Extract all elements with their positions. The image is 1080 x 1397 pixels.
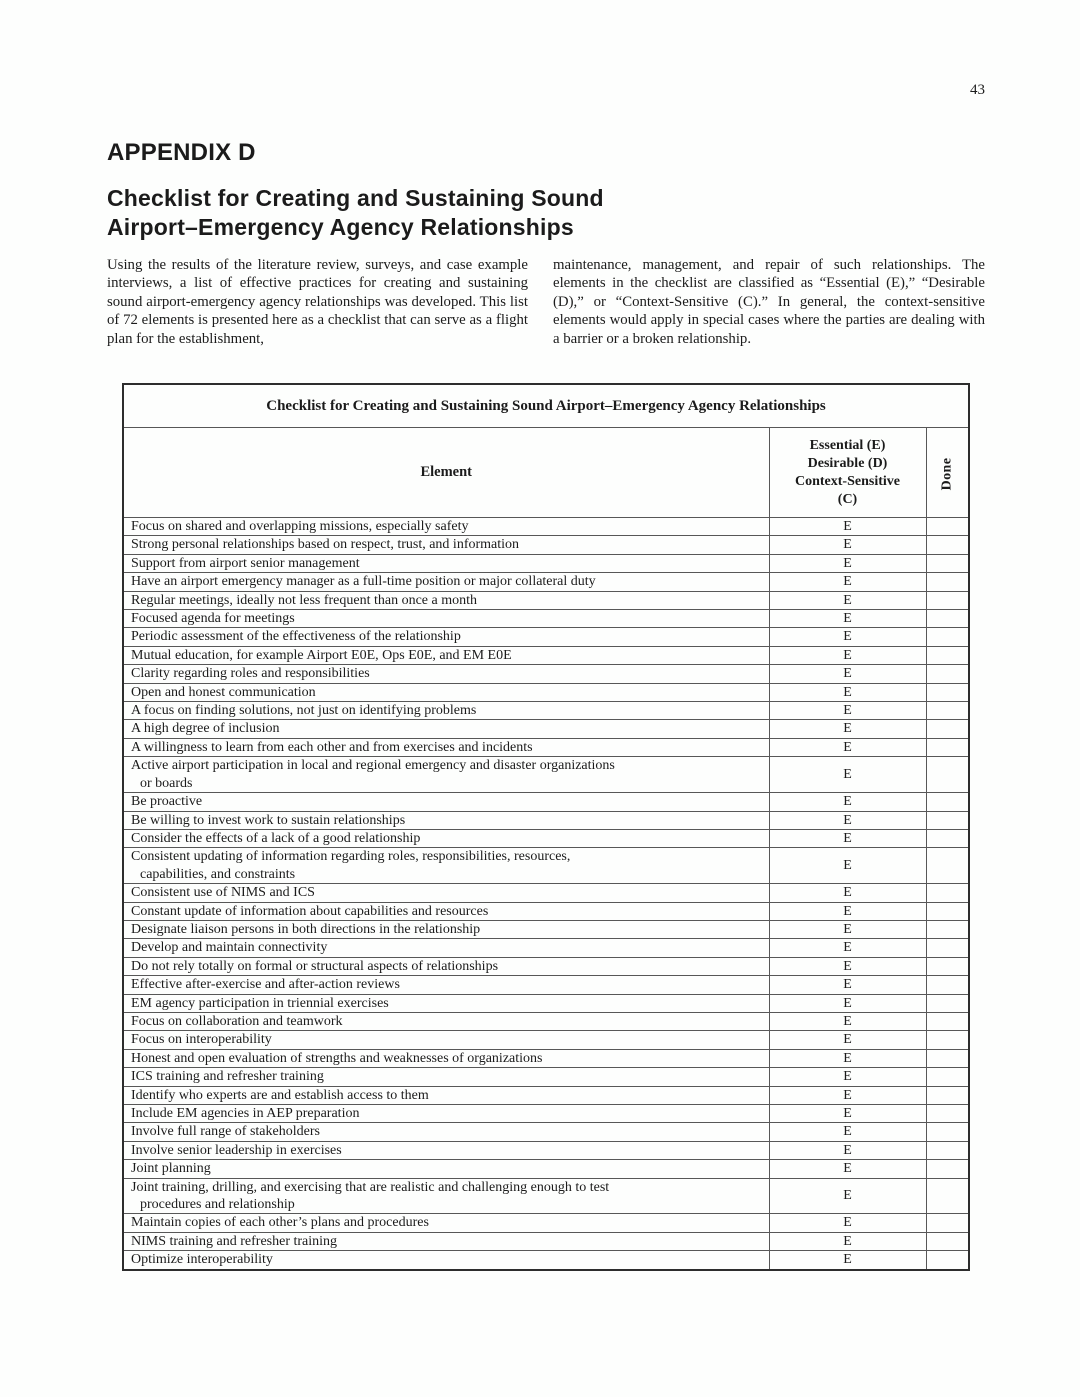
- done-cell: [926, 902, 969, 920]
- element-cell: NIMS training and refresher training: [123, 1232, 769, 1250]
- done-cell: [926, 554, 969, 572]
- done-cell: [926, 646, 969, 664]
- classification-cell: E: [769, 518, 926, 536]
- element-cell: Have an airport emergency manager as a full-time position or major collateral duty: [123, 573, 769, 591]
- table-row: [123, 720, 969, 738]
- table-row: [123, 591, 969, 609]
- classification-cell: E: [769, 720, 926, 738]
- table-row: [123, 757, 969, 793]
- element-cell: Focus on shared and overlapping missions, especially safety: [123, 518, 769, 536]
- table-row: [123, 628, 969, 646]
- classification-cell: E: [769, 591, 926, 609]
- done-label: Done: [939, 457, 955, 490]
- classification-cell: E: [769, 1251, 926, 1270]
- done-cell: [926, 757, 969, 793]
- element-cell: Designate liaison persons in both directions in the relationship: [123, 920, 769, 938]
- classification-header-line: Context-Sensitive: [795, 473, 900, 489]
- element-cell: A willingness to learn from each other and from exercises and incidents: [123, 738, 769, 756]
- table-row: [123, 902, 969, 920]
- table-row: [123, 536, 969, 554]
- done-cell: [926, 738, 969, 756]
- table-row: [123, 1031, 969, 1049]
- element-cell: Consider the effects of a lack of a good relationship: [123, 829, 769, 847]
- table-row: [123, 738, 969, 756]
- classification-cell: E: [769, 1232, 926, 1250]
- element-cell: Involve senior leadership in exercises: [123, 1141, 769, 1159]
- classification-cell: E: [769, 1105, 926, 1123]
- classification-cell: E: [769, 702, 926, 720]
- table-row: [123, 1141, 969, 1159]
- table-row: [123, 610, 969, 628]
- element-cell: Consistent use of NIMS and ICS: [123, 884, 769, 902]
- done-cell: [926, 884, 969, 902]
- element-cell: Open and honest communication: [123, 683, 769, 701]
- element-cell: Develop and maintain connectivity: [123, 939, 769, 957]
- element-cell: Effective after-exercise and after-action reviews: [123, 976, 769, 994]
- classification-cell: E: [769, 957, 926, 975]
- done-cell: [926, 1251, 969, 1270]
- classification-cell: E: [769, 793, 926, 811]
- classification-cell: E: [769, 665, 926, 683]
- element-cell: Focus on interoperability: [123, 1031, 769, 1049]
- done-cell: [926, 591, 969, 609]
- element-cell: Include EM agencies in AEP preparation: [123, 1105, 769, 1123]
- done-cell: [926, 536, 969, 554]
- table-row: [123, 554, 969, 572]
- table-row: [123, 994, 969, 1012]
- checklist-table-container: [122, 383, 968, 1271]
- table-row: [123, 573, 969, 591]
- classification-cell: E: [769, 573, 926, 591]
- done-cell: [926, 811, 969, 829]
- element-cell: Support from airport senior management: [123, 554, 769, 572]
- done-cell: [926, 610, 969, 628]
- element-cell: Consistent updating of information regarding roles, responsibilities, resources, capabilities, and constraints: [123, 848, 769, 884]
- classification-cell: E: [769, 1141, 926, 1159]
- classification-cell: E: [769, 902, 926, 920]
- classification-cell: E: [769, 683, 926, 701]
- done-cell: [926, 683, 969, 701]
- table-row: [123, 1178, 969, 1214]
- done-cell: [926, 1123, 969, 1141]
- table-row: [123, 939, 969, 957]
- element-cell: Do not rely totally on formal or structural aspects of relationships: [123, 957, 769, 975]
- element-cell: Involve full range of stakeholders: [123, 1123, 769, 1141]
- table-row: [123, 811, 969, 829]
- classification-cell: E: [769, 939, 926, 957]
- intro-section: [107, 256, 985, 348]
- table-header-row: [123, 428, 969, 518]
- table-row: [123, 665, 969, 683]
- table-row: [123, 518, 969, 536]
- classification-cell: E: [769, 536, 926, 554]
- table-row: [123, 1105, 969, 1123]
- page-number: 43: [970, 82, 985, 98]
- element-cell: Clarity regarding roles and responsibilities: [123, 665, 769, 683]
- done-cell: [926, 976, 969, 994]
- classification-cell: E: [769, 1214, 926, 1232]
- table-row: [123, 920, 969, 938]
- element-cell: Joint training, drilling, and exercising that are realistic and challenging enough to test procedures and relationship: [123, 1178, 769, 1214]
- table-row: [123, 1232, 969, 1250]
- classification-cell: E: [769, 829, 926, 847]
- element-cell: ICS training and refresher training: [123, 1068, 769, 1086]
- done-cell: [926, 1086, 969, 1104]
- classification-cell: E: [769, 1031, 926, 1049]
- done-cell: [926, 1160, 969, 1178]
- table-row: [123, 1214, 969, 1232]
- element-cell: Strong personal relationships based on respect, trust, and information: [123, 536, 769, 554]
- element-cell: Mutual education, for example Airport E0E, Ops E0E, and EM E0E: [123, 646, 769, 664]
- intro-left-paragraph: Using the results of the literature review, surveys, and case example interviews, a list of effective practices for creating and sustaining sound airport-emergency agency relationships was developed. This list of 72 elements is presented here as a checklist that can serve as a flight plan for the establishment,: [107, 257, 528, 347]
- appendix-heading: APPENDIX D: [107, 139, 256, 167]
- table-title-row: [123, 384, 969, 428]
- table-row: [123, 976, 969, 994]
- classification-cell: E: [769, 884, 926, 902]
- classification-header-line: Essential (E): [809, 437, 886, 453]
- element-cell: Periodic assessment of the effectiveness of the relationship: [123, 628, 769, 646]
- element-cell: Joint planning: [123, 1160, 769, 1178]
- element-cell: A high degree of inclusion: [123, 720, 769, 738]
- done-cell: [926, 702, 969, 720]
- table-row: [123, 1251, 969, 1270]
- classification-cell: E: [769, 811, 926, 829]
- table-row: [123, 702, 969, 720]
- table-row: [123, 1049, 969, 1067]
- document-title: [107, 184, 604, 242]
- done-cell: [926, 793, 969, 811]
- classification-cell: E: [769, 610, 926, 628]
- element-cell: Be willing to invest work to sustain relationships: [123, 811, 769, 829]
- done-cell: [926, 1214, 969, 1232]
- done-cell: [926, 665, 969, 683]
- classification-cell: E: [769, 554, 926, 572]
- done-cell: [926, 1049, 969, 1067]
- element-cell: Honest and open evaluation of strengths and weaknesses of organizations: [123, 1049, 769, 1067]
- intro-right-paragraph: maintenance, management, and repair of such relationships. The elements in the checklist are classified as “Essential (E),” “Desirable (D),” or “Context-Sensitive (C).” In general, the context-sensitive elements would apply in special cases where the parties are dealing with a barrier or a broken relationship.: [553, 257, 985, 347]
- element-cell: Active airport participation in local and regional emergency and disaster organizations or boards: [123, 757, 769, 793]
- classification-cell: E: [769, 976, 926, 994]
- done-cell: [926, 939, 969, 957]
- classification-cell: E: [769, 757, 926, 793]
- classification-cell: E: [769, 1086, 926, 1104]
- classification-cell: E: [769, 1123, 926, 1141]
- element-cell: Focus on collaboration and teamwork: [123, 1012, 769, 1030]
- column-header-element: Element: [123, 428, 769, 518]
- element-cell: Regular meetings, ideally not less frequent than once a month: [123, 591, 769, 609]
- done-cell: [926, 1031, 969, 1049]
- checklist-table: [122, 383, 970, 1271]
- done-cell: [926, 1232, 969, 1250]
- table-row: [123, 1068, 969, 1086]
- element-cell: EM agency participation in triennial exercises: [123, 994, 769, 1012]
- classification-cell: E: [769, 738, 926, 756]
- done-cell: [926, 1068, 969, 1086]
- done-cell: [926, 628, 969, 646]
- classification-header-line: (C): [837, 491, 858, 507]
- done-cell: [926, 994, 969, 1012]
- element-cell: Constant update of information about capabilities and resources: [123, 902, 769, 920]
- done-cell: [926, 1178, 969, 1214]
- classification-cell: E: [769, 1012, 926, 1030]
- element-cell: Identify who experts are and establish access to them: [123, 1086, 769, 1104]
- done-cell: [926, 1141, 969, 1159]
- table-row: [123, 646, 969, 664]
- column-header-done: [926, 428, 969, 518]
- table-row: [123, 683, 969, 701]
- table-row: [123, 848, 969, 884]
- column-header-classification: [769, 428, 926, 518]
- table-row: [123, 1123, 969, 1141]
- table-row: [123, 1160, 969, 1178]
- table-row: [123, 793, 969, 811]
- classification-cell: E: [769, 920, 926, 938]
- table-row: [123, 829, 969, 847]
- table-row: [123, 884, 969, 902]
- classification-cell: E: [769, 848, 926, 884]
- element-cell: Focused agenda for meetings: [123, 610, 769, 628]
- done-cell: [926, 573, 969, 591]
- classification-cell: E: [769, 1068, 926, 1086]
- classification-cell: E: [769, 994, 926, 1012]
- classification-header-line: Desirable (D): [807, 455, 888, 471]
- classification-cell: E: [769, 1049, 926, 1067]
- done-cell: [926, 518, 969, 536]
- document-title-line2: Airport–Emergency Agency Relationships: [107, 214, 574, 241]
- done-cell: [926, 1105, 969, 1123]
- table-row: [123, 957, 969, 975]
- table-title: Checklist for Creating and Sustaining Sound Airport–Emergency Agency Relationships: [123, 384, 969, 428]
- element-cell: Optimize interoperability: [123, 1251, 769, 1270]
- classification-cell: E: [769, 1160, 926, 1178]
- done-cell: [926, 848, 969, 884]
- done-cell: [926, 1012, 969, 1030]
- classification-cell: E: [769, 646, 926, 664]
- element-cell: Maintain copies of each other’s plans and procedures: [123, 1214, 769, 1232]
- classification-cell: E: [769, 628, 926, 646]
- done-cell: [926, 957, 969, 975]
- element-cell: A focus on finding solutions, not just on identifying problems: [123, 702, 769, 720]
- classification-cell: E: [769, 1178, 926, 1214]
- document-title-line1: Checklist for Creating and Sustaining Sound: [107, 185, 604, 212]
- element-cell: Be proactive: [123, 793, 769, 811]
- done-cell: [926, 920, 969, 938]
- table-row: [123, 1086, 969, 1104]
- done-cell: [926, 829, 969, 847]
- table-row: [123, 1012, 969, 1030]
- done-cell: [926, 720, 969, 738]
